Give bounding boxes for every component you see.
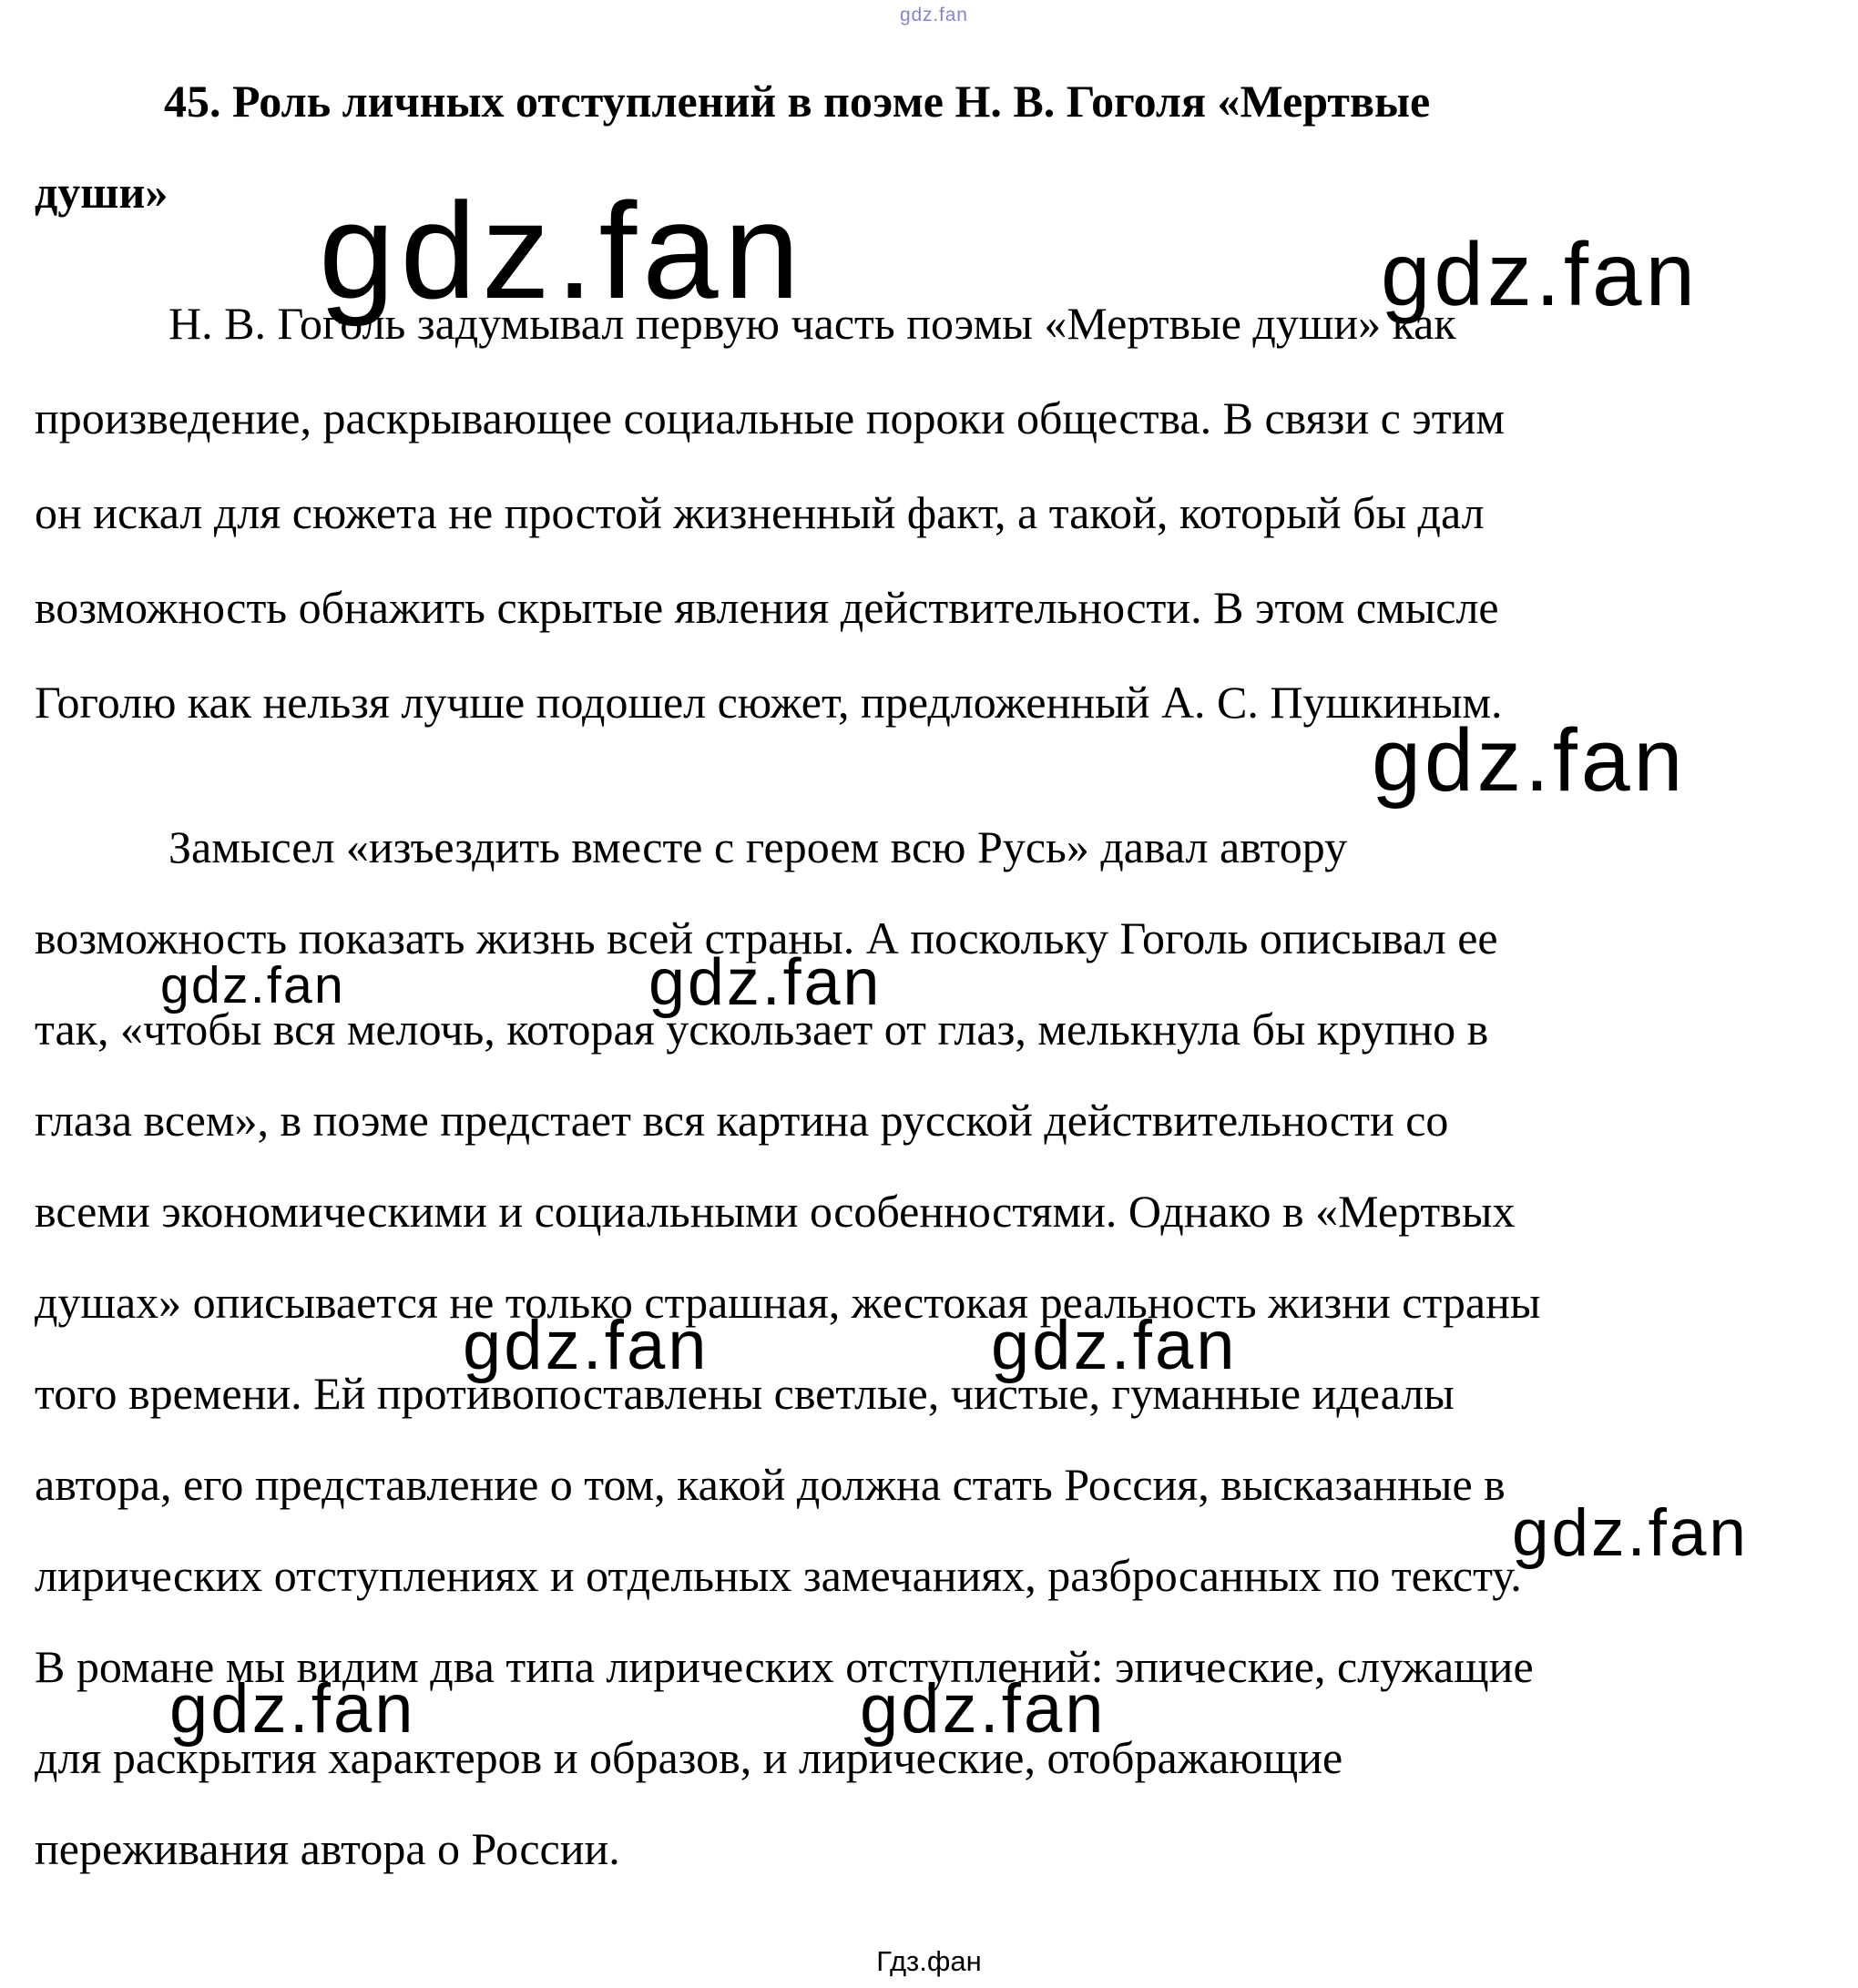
text-line: возможность обнажить скрытые явления действительности. В этом смысле — [35, 582, 1499, 633]
text-line: так, «чтобы вся мелочь, которая ускользает от глаз, мелькнула бы крупно в — [35, 1004, 1489, 1055]
text-line: лирических отступлениях и отдельных замечаниях, разбросанных по тексту. — [35, 1550, 1522, 1601]
text-line: он искал для сюжета не простой жизненный факт, а такой, который бы дал — [35, 487, 1485, 538]
text-line: Гоголю как нельзя лучше подошел сюжет, предложенный А. С. Пушкиным. — [35, 677, 1503, 728]
text-line: произведение, раскрывающее социальные пороки общества. В связи с этим — [35, 393, 1506, 443]
paragraph-2 — [35, 801, 1820, 1894]
watermark-title-right: gdz.fan — [1381, 224, 1699, 324]
watermark-top-blue: gdz.fan — [900, 5, 968, 25]
text-line: того времени. Ей противопоставлены светлые, чистые, гуманные идеалы — [35, 1368, 1455, 1419]
text-line: для раскрытия характеров и образов, и лирические, отображающие — [35, 1732, 1343, 1783]
text-line: всеми экономическими и социальными особенностями. Однако в «Мертвых — [35, 1186, 1516, 1237]
site-footer-label: Гдз.фан — [876, 1945, 982, 1977]
text-line: глаза всем», в поэме предстает вся картина русской действительности со — [35, 1095, 1449, 1146]
text-line: душах» описывается не только страшная, жестокая реальность жизни страны — [35, 1277, 1541, 1328]
text-line: В романе мы видим два типа лирических отступлений: эпические, служащие — [35, 1641, 1534, 1692]
watermark-small-center: gdz.fan — [648, 946, 883, 1019]
watermark-bottom-center: gdz.fan — [860, 1670, 1107, 1748]
watermark-large: gdz.fan — [319, 174, 806, 327]
text-line: возможность показать жизнь всей страны. А поскольку Гоголь описывал ее — [35, 912, 1498, 963]
watermark-right-upper: gdz.fan — [1372, 710, 1687, 810]
essay-title — [35, 56, 1792, 238]
essay-title-line1: 45. Роль личных отступлений в поэме Н. В. Гоголя «Мертвые — [164, 76, 1431, 127]
essay-title-line2: души» — [35, 167, 168, 218]
watermark-right-lower: gdz.fan — [1512, 1496, 1749, 1570]
text-line: автора, его представление о том, какой должна стать Россия, высказанные в — [35, 1459, 1506, 1510]
text-line: Замысел «изъездить вместе с героем всю Русь» давал автору — [168, 821, 1348, 872]
text-line: переживания автора о России. — [35, 1823, 620, 1874]
text-line: Н. В. Гоголь задумывал первую часть поэмы «Мертвые души» как — [168, 298, 1456, 349]
paragraph-1 — [35, 276, 1820, 749]
watermark-middle-left: gdz.fan — [463, 1307, 710, 1384]
watermark-middle-center: gdz.fan — [991, 1307, 1238, 1384]
watermark-small-left: gdz.fan — [160, 956, 345, 1014]
watermark-bottom-left: gdz.fan — [169, 1670, 416, 1748]
